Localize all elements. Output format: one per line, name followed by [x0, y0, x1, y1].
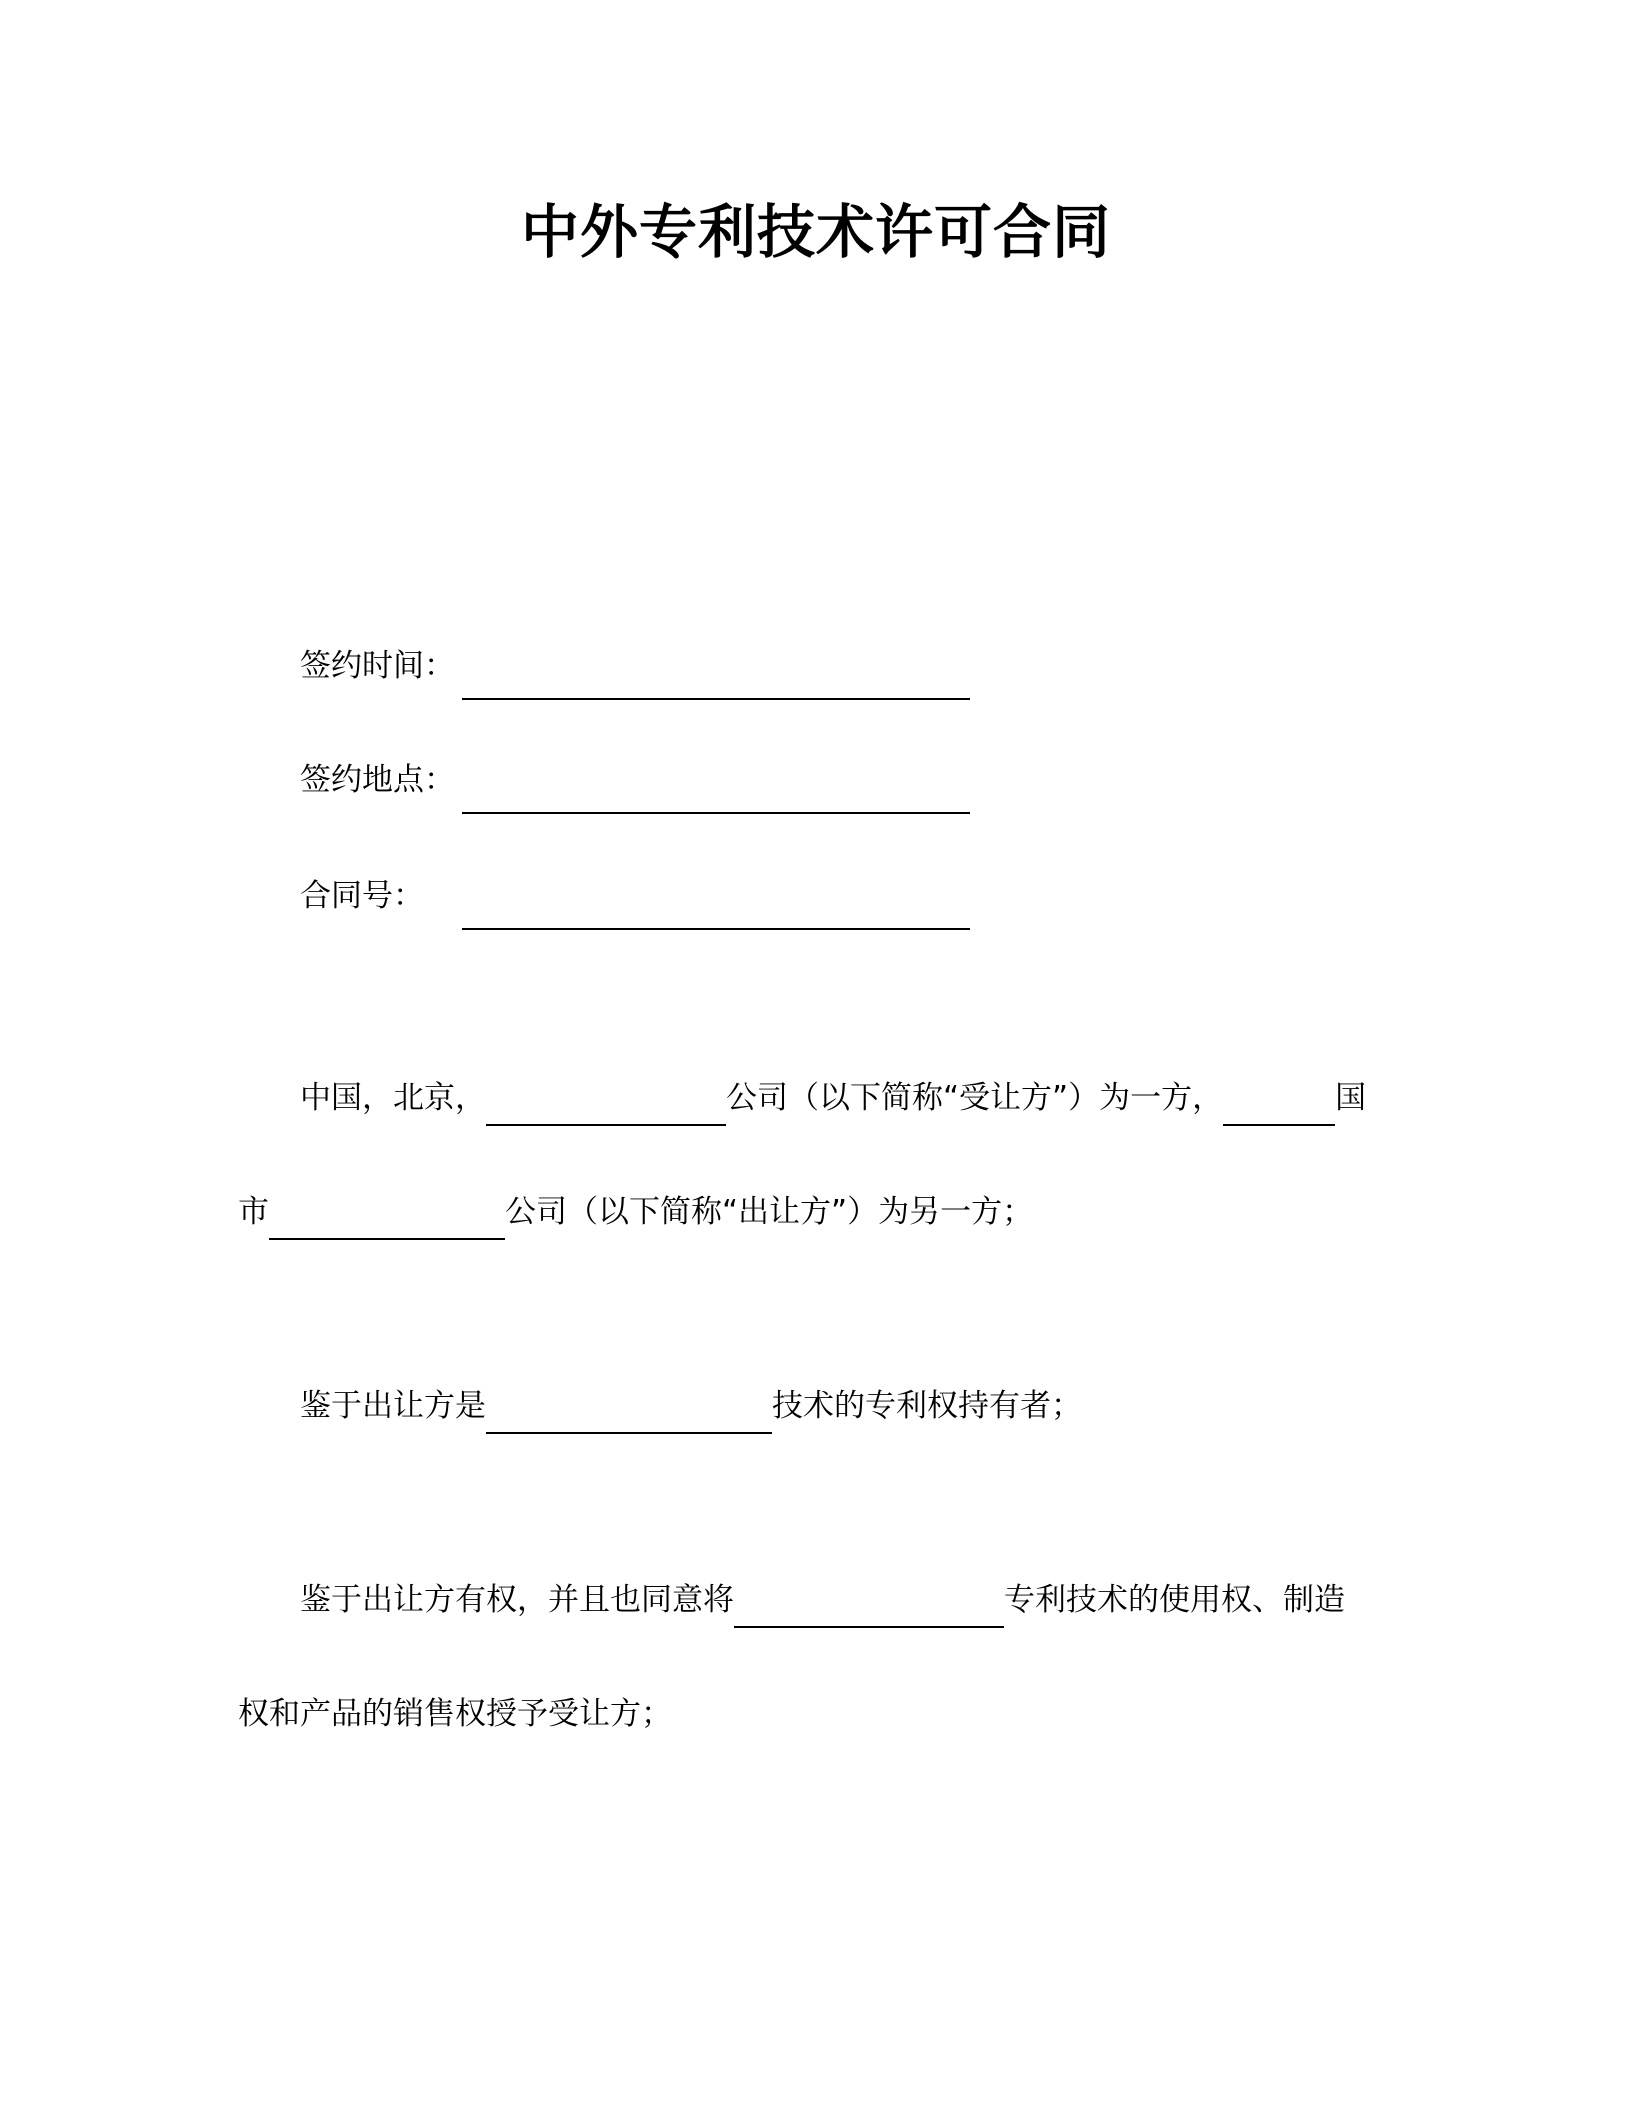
whereas-text-5: 权和产品的销售权授予受让方；	[238, 1696, 672, 1732]
parties-text-3: 国	[1335, 1080, 1367, 1116]
licensee-company-field[interactable]	[486, 1086, 726, 1126]
parties-text-2: 公司（以下简称“受让方”）为一方，	[726, 1080, 1224, 1116]
whereas-line-2	[300, 1580, 1345, 1620]
contract-no-row	[300, 876, 424, 916]
sign-place-label: 签约地点：	[300, 762, 455, 798]
sign-place-field[interactable]	[462, 774, 970, 814]
sign-time-field[interactable]	[462, 660, 970, 700]
whereas-line-1	[300, 1386, 1082, 1426]
patent-technology-field[interactable]	[734, 1588, 1004, 1628]
whereas-text-3: 鉴于出让方有权，并且也同意将	[300, 1582, 734, 1618]
contract-no-label: 合同号：	[300, 878, 424, 914]
document-title: 中外专利技术许可合同	[520, 198, 1111, 266]
parties-text-1: 中国，北京，	[300, 1080, 486, 1116]
parties-line-1	[300, 1078, 1366, 1118]
whereas-text-2: 技术的专利权持有者；	[772, 1388, 1082, 1424]
whereas-line-3	[238, 1694, 672, 1734]
contract-no-field[interactable]	[462, 890, 970, 930]
licensor-company-field[interactable]	[269, 1200, 505, 1240]
whereas-text-4: 专利技术的使用权、制造	[1004, 1582, 1345, 1618]
parties-line-2	[238, 1192, 1033, 1232]
parties-text-4: 市	[238, 1194, 269, 1230]
licensor-country-field[interactable]	[1223, 1086, 1335, 1126]
sign-place-row	[300, 760, 455, 800]
sign-time-label: 签约时间：	[300, 648, 455, 684]
sign-time-row	[300, 646, 455, 686]
technology-name-field[interactable]	[486, 1394, 772, 1434]
whereas-text-1: 鉴于出让方是	[300, 1388, 486, 1424]
parties-text-5: 公司（以下简称“出让方”）为另一方；	[505, 1194, 1034, 1230]
